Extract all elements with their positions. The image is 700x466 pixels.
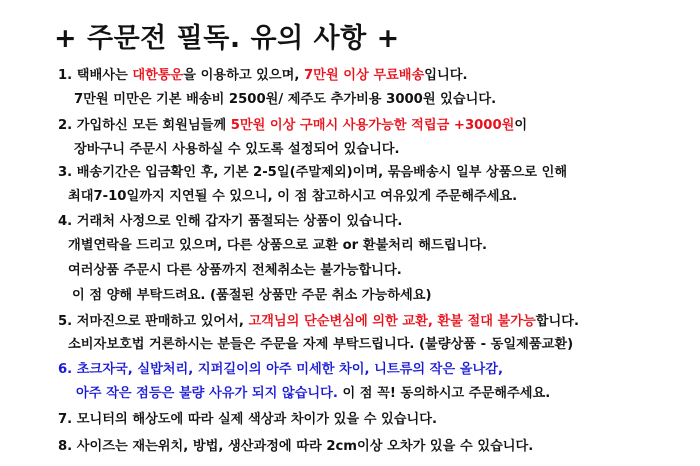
notice-6-line-1: 6. 초크자국, 실밥처리, 지퍼길이의 아주 미세한 차이, 니트류의 작은 올나감, [58,362,503,377]
notice-1-line-1 [58,66,468,86]
notice-4-line-2: 개별연락을 드리고 있으며, 다른 상품으로 교환 or 환불처리 해드립니다. [68,238,488,253]
notice-4-line-3: 여러상품 주문시 다른 상품까지 전체취소는 불가능합니다. [68,263,402,278]
notice-1-text-c: 을 이용하고 있으며, [183,68,304,83]
notice-3-line-1: 3. 배송기간은 입금확인 후, 기본 2-5일(주말제외)이며, 묶음배송시 일부 상품으로 인해 [58,165,568,180]
notice-6-defect-highlight: 아주 작은 점등은 불량 사유가 되지 않습니다. [76,386,338,401]
notice-5-text-c: 합니다. [535,314,580,329]
notice-3-line-2: 최대7-10일까지 지연될 수 있으니, 이 점 참고하시고 여유있게 주문해주세요. [68,189,518,204]
notice-1-line-2: 7만원 미만은 기본 배송비 2500원/ 제주도 추가비용 3000원 있습니다. [74,92,497,107]
notice-1-text-e: 입니다. [424,68,468,83]
notice-8-line-1: 8. 사이즈는 재는위치, 방법, 생산과정에 따라 2cm이상 오차가 있을 수 있습니다. [58,439,534,454]
notice-1-carrier-highlight: 대한통운 [132,68,184,83]
notice-6-line-2 [76,384,550,404]
notice-2-line-2: 장바구니 주문시 사용하실 수 있도록 설정되어 있습니다. [74,142,400,157]
notice-7-line-1: 7. 모니터의 해상도에 따라 실제 색상과 차이가 있을 수 있습니다. [58,412,437,427]
page-title: + 주문전 필독. 유의 사항 + [54,23,400,54]
notice-1-text-a: 1. 택배사는 [58,68,133,83]
notice-2-line-1 [58,116,527,136]
notice-2-points-highlight: 5만원 이상 구매시 사용가능한 적립금 +3000원 [230,118,515,133]
notice-4-line-1: 4. 거래처 사정으로 인해 갑자기 품절되는 상품이 있습니다. [58,214,403,229]
notice-6-text-b: 이 점 꼭! 동의하시고 주문해주세요. [337,386,551,401]
notice-2-text-a: 2. 가입하신 모든 회원님들께 [58,118,231,133]
notice-4-line-4: 이 점 양해 부탁드려요. (품절된 상품만 주문 취소 가능하세요) [72,288,432,303]
notice-5-no-refund-highlight: 고객님의 단순변심에 의한 교환, 환불 절대 불가능 [248,314,536,329]
notice-5-line-2: 소비자보호법 거론하시는 분들은 주문을 자제 부탁드립니다. (불량상품 - 동일제품교환) [68,337,574,352]
notice-1-free-shipping-highlight: 7만원 이상 무료배송 [304,68,425,83]
notice-5-line-1 [58,312,579,332]
notice-2-text-c: 이 [514,118,528,133]
notice-5-text-a: 5. 저마진으로 판매하고 있어서, [58,314,249,329]
